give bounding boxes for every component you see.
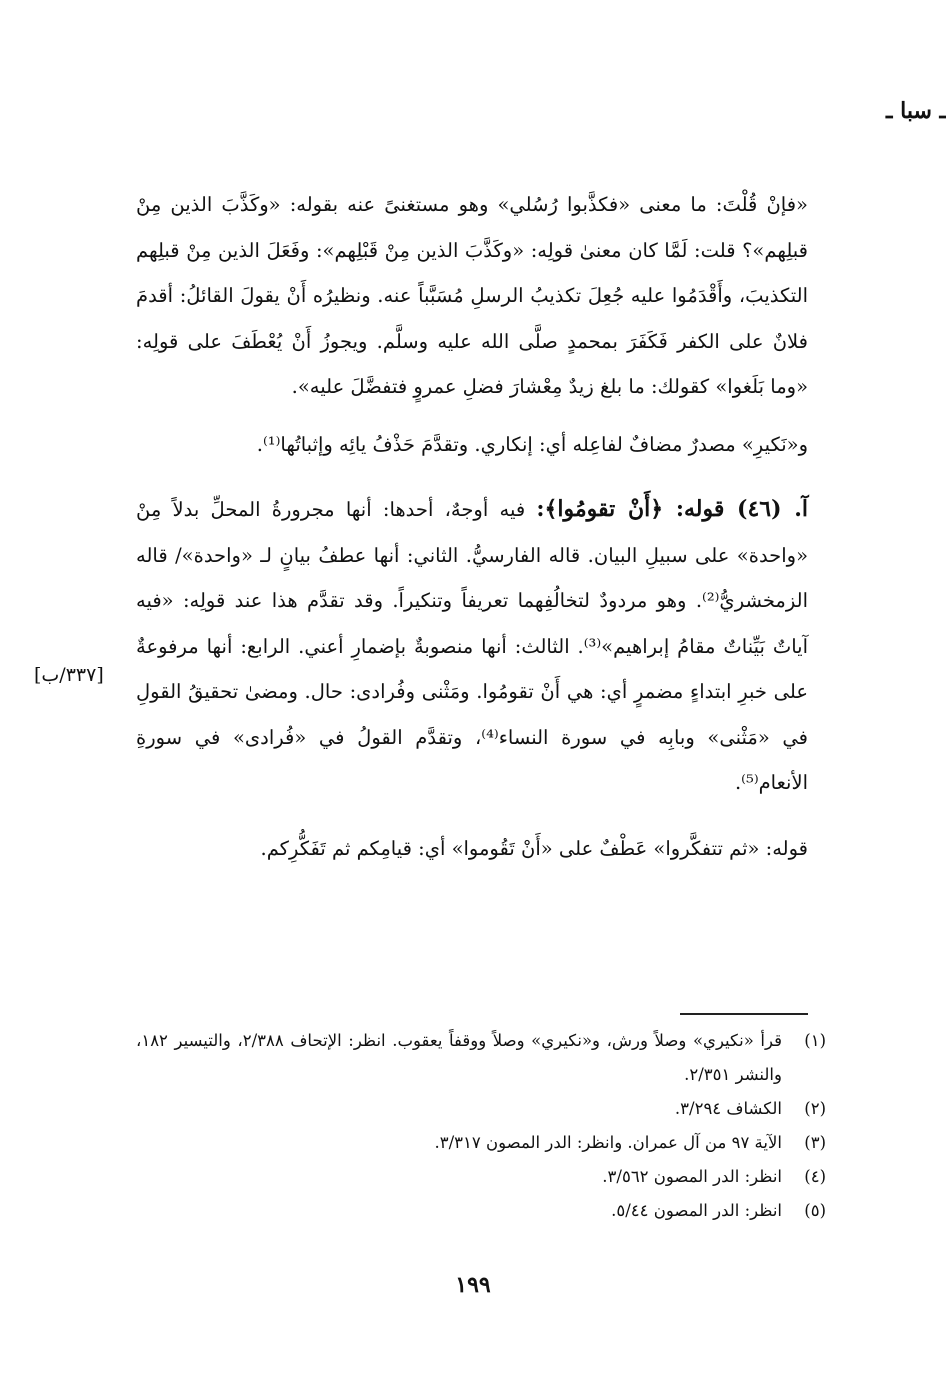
paragraph-nakir: و«نَكيرِ» مصدرٌ مضافٌ لفاعِله أي: إنكاري. وتقدَّمَ حَذْفُ يائِه وإثباتُها⁽¹⁾. (256, 432, 808, 456)
margin-manuscript-reference: [٣٣٧/ب] (34, 664, 104, 686)
footnote-text: انظر: الدر المصون ٥/٤٤. (611, 1201, 782, 1220)
paragraph-verse-46 (136, 487, 808, 806)
footnote-text: الآية ٩٧ من آل عمران. وانظر: الدر المصون ٣/٣١٧. (434, 1133, 782, 1152)
footnote-item (136, 1024, 826, 1092)
footnote-item (136, 1194, 826, 1228)
running-header-title: ـ سبا ـ (886, 98, 946, 124)
main-text (136, 182, 808, 871)
verse-commentary: فيه أوجهٌ، أحدها: أنها مجرورةُ المحلِّ بدلاً مِنْ «واحدة» على سبيلِ البيان. قاله الفارسيُّ. الثاني: أنها عطفُ بيانٍ لـ «واحدة»/ قاله الزمخشريُّ⁽²⁾. وهو مردودٌ لتخالُفِهما تعريفاً وتنكيراً. وقد تقدَّم هذا عند قولِه: «فيه آياتٌ بَيِّناتٌ مقامُ إبراهيم»⁽³⁾. الثالث: أنها منصوبةٌ بإضمارِ أعني. الرابع: أنها مرفوعةٌ على خبرِ ابتداءٍ مضمرٍ أي: هي أَنْ تقومُوا. ومَثْنى وفُرادى: حال. ومضىٰ تحقيقُ القولِ في «مَثْنى» وبابِه في سورة النساء⁽⁴⁾، وتقدَّم القولُ في «فُرادى» في سورةِ الأنعام⁽⁵⁾. (136, 498, 808, 794)
footnotes (136, 1024, 826, 1228)
page-number: ١٩٩ (455, 1272, 491, 1298)
paragraph-tafakkaru: قوله: «ثم تتفكَّروا» عَطْفٌ على «أَنْ تَقُوموا» أي: قيامِكم ثم تَفَكُّرِكم. (260, 836, 808, 860)
footnote-separator (680, 1013, 808, 1015)
footnote-number: (٥) (804, 1201, 826, 1220)
verse-heading: آ. (٤٦) قوله: ﴿أَنْ تقومُوا﴾: (536, 496, 808, 522)
footnote-text: انظر: الدر المصون ٣/٥٦٢. (602, 1167, 782, 1186)
paragraph-quote: «فإنْ قُلْتَ: ما معنى «فكذَّبوا رُسُلي» وهو مستغنىً عنه بقوله: «وكَذَّبَ الذين مِنْ قبلِهم»؟ قلت: لَمَّا كان معنىٰ قولِه: «وكَذَّبَ الذين مِنْ قَبْلِهم»: وفَعَلَ الذين مِنْ قبلِهم التكذيبَ، وأَقْدَمُوا عليه جُعِلَ تكذيبُ الرسلِ مُسَبَّباً عنه. ونظيرُه أَنْ يقولَ القائلُ: أقدمَ فلانٌ على الكفر فَكَفَرَ بمحمدٍ صلَّى الله عليه وسلَّم. ويجوزُ أَنْ يُعْطَفَ على قولِه: «وما بَلَغوا» كقولك: ما بلغ زيدٌ مِعْشارَ فضلِ عمروٍ فتفضَّلَ عليه». (136, 193, 808, 398)
footnote-item (136, 1160, 826, 1194)
footnote-item (136, 1126, 826, 1160)
footnote-text: قرأ «نكيري» وصلاً ورش، و«نكيري» وصلاً ووقفاً يعقوب. انظر: الإتحاف ٢/٣٨٨، والتيسير ١٨٢، والنشر ٢/٣٥١. (136, 1031, 782, 1084)
footnote-number: (٢) (804, 1099, 826, 1118)
footnote-number: (٣) (804, 1133, 826, 1152)
footnote-text: الكشاف ٣/٢٩٤. (674, 1099, 782, 1118)
footnote-item (136, 1092, 826, 1126)
footnote-number: (١) (804, 1031, 826, 1050)
footnote-number: (٤) (804, 1167, 826, 1186)
